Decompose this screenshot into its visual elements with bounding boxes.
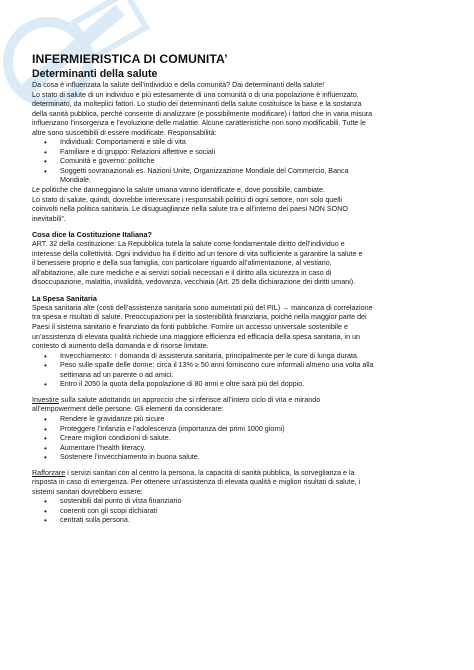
text-line: Le politiche che danneggiano la salute umana vanno identificate e, dove possibile, cambiate. (32, 186, 325, 195)
responsabilita-list (32, 138, 450, 186)
text-line: altre sono suscettibili di essere modificate. Responsabilità: (32, 128, 217, 137)
list-item: • Familiare e di gruppo: Relazioni affettive e sociali (60, 148, 450, 158)
rafforzare-paragraph (32, 469, 450, 498)
page-title: INFERMIERISTICA DI COMUNITA’ (32, 52, 228, 66)
text-line: tra spesa e risultati di salute. Preoccupazioni per la sostenibilità finanziaria, poiché nella maggior parte dei (32, 313, 367, 322)
text-line: ART. 32 della costituzione: La Repubblica tutela la salute come fondamentale diritto dell’individuo e (32, 240, 345, 249)
text-line: influenzano l’insorgenza e l’evoluzione delle malattie. Alcune caratteristiche non sono modificabili. Tutte le (32, 119, 366, 128)
text-line: disoccupazione, malattia, invalidità, vedovanza, vecchiaia (Art. 25 della dichiarazione dei diritti umani). (32, 278, 356, 287)
investire-list (32, 415, 450, 463)
document-page (32, 52, 450, 526)
list-item: • centrati sulla persona. (60, 516, 450, 526)
text-line: contesto di aumento della domanda e di risorse limitate. (32, 342, 209, 351)
text-line: un’assistenza di elevata qualità richiede una maggiore efficienza ed efficacia della spesa sanitaria, in un (32, 332, 361, 341)
text-line: coinvolti nella politica sanitaria. Le disuguaglianze nella salute tra e all’interno dei paesi NON SONO (32, 205, 348, 214)
intro-paragraph (32, 81, 450, 138)
text-line: Investire sulla salute adottando un approccio che si riferisce all’intero ciclo di vita e mirando (32, 395, 321, 404)
text-line: Da cosa è influenzata la salute dell’individuo e della comunità? Dai determinanti della salute! (32, 81, 325, 89)
text-line: all’empowerment delle persone. Gli elementi da considerare: (32, 405, 224, 414)
text-line: risposta in caso di emergenza. Per ottenere un’assistenza di elevata qualità e migliori risultati di salute, i (32, 478, 361, 487)
rafforzare-list (32, 497, 450, 526)
text-line: determinato, da molteplici fattori. Lo studio dei determinanti della salute costituisce la base e la sostanza (32, 100, 362, 109)
text-line: Lo stato di salute, quindi, dovrebbe interessare i responsabili politici di ogni settore, non solo quelli (32, 195, 343, 204)
list-item: • Creare migliori condizioni di salute. (60, 434, 450, 444)
text-line: interesse della collettività. Ogni individuo ha il diritto ad un tenore di vita sufficiente a garantire la salute e (32, 249, 363, 258)
list-item: • Comunità e governo: politiche (60, 157, 450, 167)
politiche-paragraph (32, 186, 450, 224)
rafforzare-keyword: Rafforzare (32, 468, 66, 477)
list-item: • Aumentare l’health literacy. (60, 444, 450, 454)
spesa-paragraph (32, 304, 450, 352)
list-item: • Rendere le gravidanze più sicure (60, 415, 450, 425)
spesa-list (32, 352, 450, 390)
list-item: • Sostenere l’invecchiamento in buona salute. (60, 453, 450, 463)
list-item: • Peso sulle spalle delle donne: circa il 13% ≥ 50 anni forniscono cure informali almeno una volta alla settimana ad un parente o ad amici. (60, 361, 450, 380)
list-item: • Individuali: Comportamenti e stile di vita (60, 138, 450, 148)
list-item: • Soggetti sovranazionali es. Nazioni Unite, Organizzazione Mondiale del Commercio, Banca Mondiale. (60, 167, 450, 186)
text-line: Lo stato di salute di un individuo e più estesamente di una comunità o di una popolazione è influenzato, (32, 90, 359, 99)
section-title-determinanti: Determinanti della salute (32, 68, 158, 80)
text-line: Spesa sanitaria alte (costi dell’assistenza sanitaria sono aumentati più del PIL) → mancanza di correlazione (32, 303, 373, 312)
list-item: • Entro il 2050 la quota della popolazione di 80 anni e oltre sarà più del doppio. (60, 380, 450, 390)
text-line: il benessere proprio e della sua famiglia, con particolare riguardo all’alimentazione, al vestiario, (32, 259, 332, 268)
text-line: della sanità pubblica, perché consente di analizzare (e possibilmente modificare) i fattori che in varia misura (32, 109, 373, 118)
list-item: • coerenti con gli scopi dichiarati (60, 507, 450, 517)
text-line: inevitabili”. (32, 214, 66, 223)
spesa-heading: La Spesa Sanitaria (32, 293, 97, 303)
costituzione-heading: Cosa dice la Costituzione Italiana? (32, 230, 153, 240)
list-item: • Proteggere l’infanzia e l’adolescenza (importanza dei primi 1000 giorni) (60, 425, 450, 435)
investire-paragraph (32, 396, 450, 415)
list-item: • sostenibili dal punto di vista finanziario (60, 497, 450, 507)
text-line: all’abitazione, alle cure mediche e ai servizi sociali necessari e il diritto alla sicurezza in caso di (32, 268, 332, 277)
investire-keyword: Investire (32, 395, 59, 404)
costituzione-paragraph (32, 240, 450, 288)
text-line: Paesi il sistema sanitario è finanziato da fonti pubbliche. Fornire un accesso universale sostenibile e (32, 323, 348, 332)
text-line: Rafforzare i servizi sanitari con al centro la persona, la capacità di sanità pubblica, la sorveglianza e la (32, 468, 355, 477)
list-item: • Invecchiamento: ↑ domanda di assistenza sanitaria, principalmente per le cure di lunga durata. (60, 352, 450, 362)
text-line: sistemi sanitari dovrebbero essere: (32, 487, 143, 496)
